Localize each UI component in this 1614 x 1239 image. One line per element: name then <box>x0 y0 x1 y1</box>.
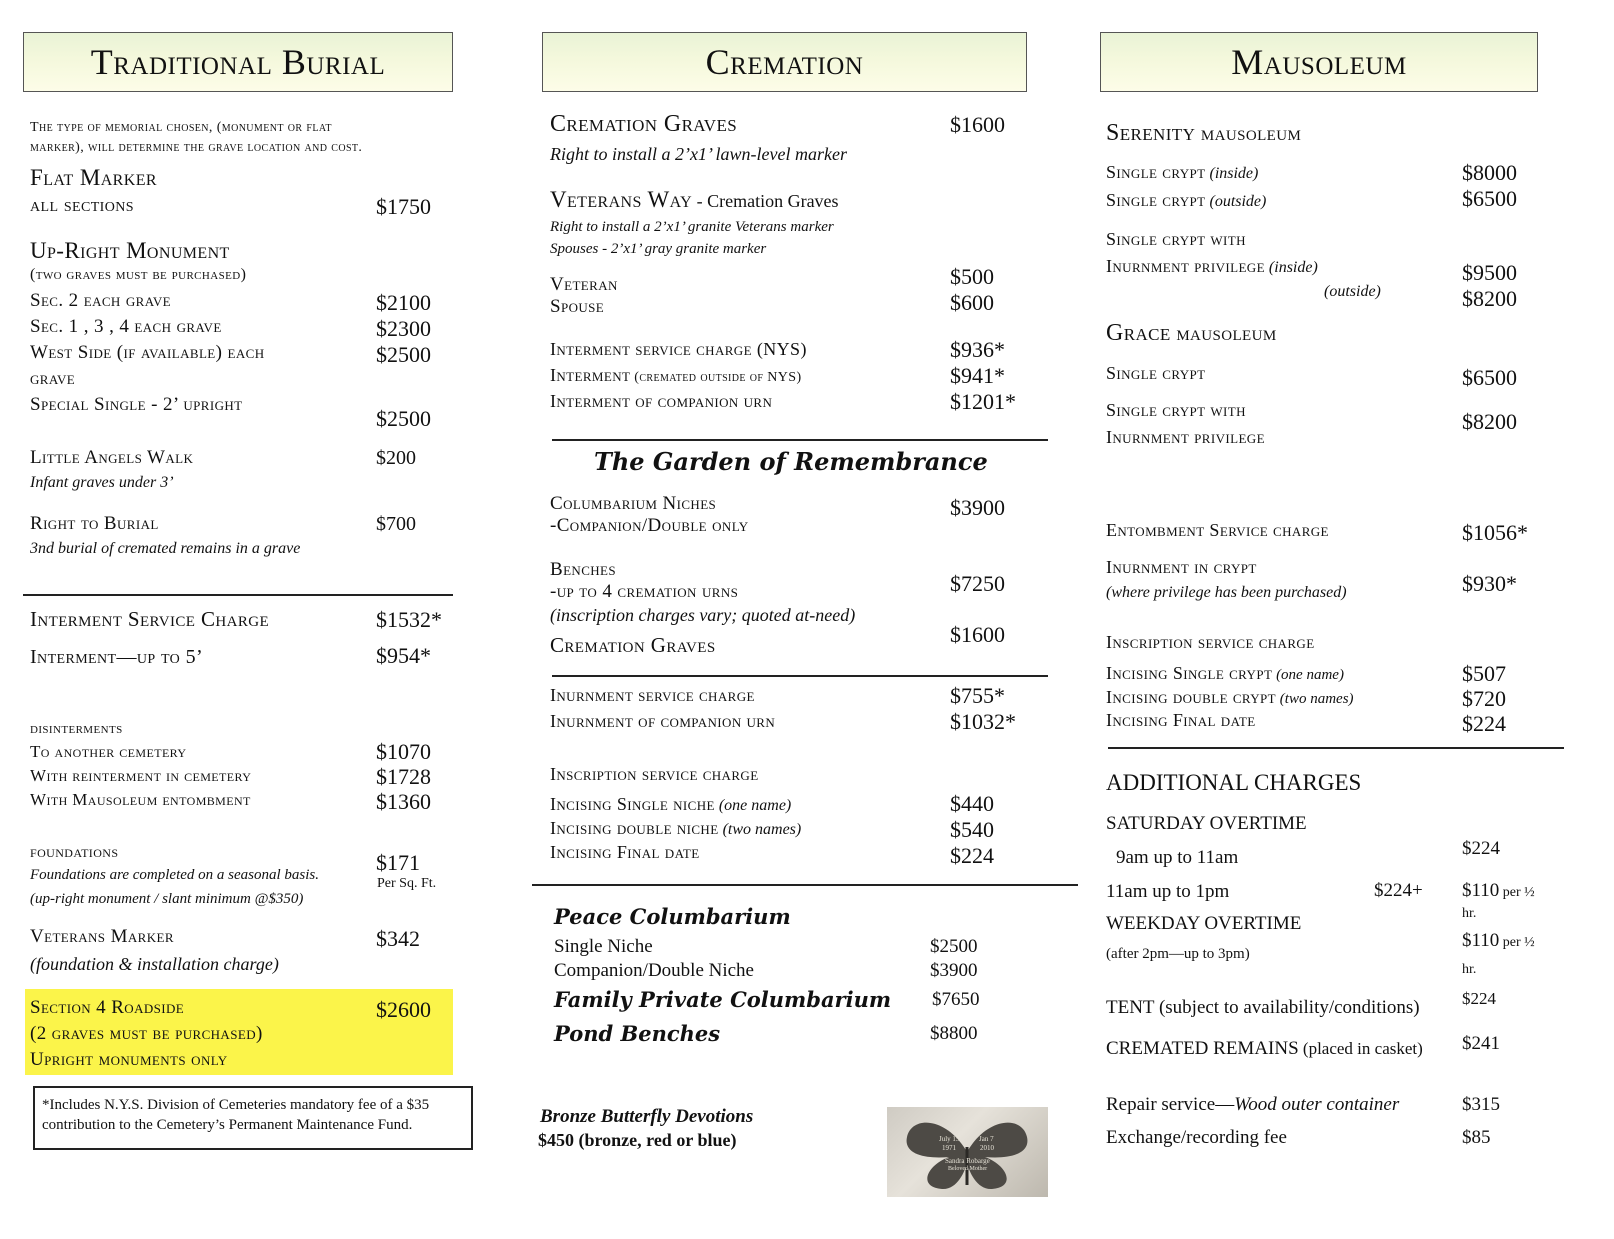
cremation-interment-service-price: $936* <box>950 337 1005 362</box>
repair-service-row <box>1106 1094 1399 1116</box>
foundations-note-1: Foundations are completed on a seasonal basis. <box>30 867 320 883</box>
incising-single-crypt <box>1106 663 1344 684</box>
saturday-9-11-price: $224 <box>1462 838 1500 859</box>
grace-crypt-with-label: Single crypt with <box>1106 400 1246 420</box>
incising-single-crypt-price: $507 <box>1462 661 1506 686</box>
cremated-remains-note: (placed in casket) <box>1298 1039 1423 1058</box>
traditional-burial-column <box>0 0 480 1239</box>
single-crypt-outside-note: (outside) <box>1205 193 1267 210</box>
pond-benches-price: $8800 <box>930 1023 978 1044</box>
cremated-remains-label: CREMATED REMAINS <box>1106 1038 1299 1059</box>
flat-marker-heading: Flat Marker <box>30 165 157 190</box>
right-to-burial-label: Right to Burial <box>30 513 159 534</box>
sec134-label: Sec. 1 , 3 , 4 each grave <box>30 316 222 337</box>
pond-benches-heading: Pond Benches <box>554 1021 721 1046</box>
plaque-name: Sandra Robarge <box>945 1157 990 1165</box>
cremated-remains-price: $241 <box>1462 1033 1500 1054</box>
benches-inscription-note: (inscription charges vary; quoted at-need) <box>550 605 856 625</box>
columbarium-niches-price: $3900 <box>950 495 1005 520</box>
double-niche-price: $3900 <box>930 960 978 981</box>
interment-companion-urn-price: $1201* <box>950 389 1016 414</box>
single-crypt-outside <box>1106 190 1266 211</box>
west-side-label-2: grave <box>30 368 76 389</box>
right-to-burial-note: 3nd burial of cremated remains in a grave <box>30 540 301 557</box>
grace-single-crypt-price: $6500 <box>1462 365 1517 390</box>
inurnment-privilege-inside-note: (inside) <box>1264 259 1318 276</box>
saturday-11-1-extra <box>1462 880 1535 902</box>
disinterment-mausoleum-price: $1360 <box>376 789 431 814</box>
incising-single-niche-note: (one name) <box>714 797 792 814</box>
serenity-heading <box>1106 120 1301 147</box>
single-crypt-outside-price: $6500 <box>1462 186 1517 211</box>
cremation-interment-service: Interment service charge (NYS) <box>550 339 807 359</box>
exchange-fee-price: $85 <box>1462 1127 1491 1148</box>
incising-double-crypt <box>1106 687 1354 708</box>
interment-companion-urn: Interment of companion urn <box>550 391 773 411</box>
roadside-note-2: Upright monuments only <box>30 1049 228 1070</box>
weekday-hr-unit: hr. <box>1462 962 1477 977</box>
family-columbarium-price: $7650 <box>932 989 980 1010</box>
incising-double-crypt-note: (two names) <box>1276 691 1354 707</box>
incising-final-date-price: $224 <box>950 843 994 868</box>
incising-single-niche-label: Incising Single niche <box>550 794 715 814</box>
veteran-label: Veteran <box>550 274 618 295</box>
spouse-label: Spouse <box>550 296 605 317</box>
inurnment-in-crypt-price: $930* <box>1462 571 1517 596</box>
saturday-overtime-heading: SATURDAY OVERTIME <box>1106 813 1307 834</box>
disinterment-other-cemetery-price: $1070 <box>376 739 431 764</box>
disinterment-reinterment-price: $1728 <box>376 764 431 789</box>
little-angels-note: Infant graves under 3’ <box>30 474 174 491</box>
weekday-overtime-note: (after 2pm—up to 3pm) <box>1106 946 1250 962</box>
footnote-line-2: contribution to the Cemetery’s Permanent Maintenance Fund. <box>42 1117 413 1133</box>
plaque-year-left: 1971 <box>942 1144 956 1152</box>
inurnment-privilege-inside-price: $9500 <box>1462 260 1517 285</box>
mausoleum-header <box>1100 32 1538 92</box>
inurnment-in-crypt-note: (where privilege has been purchased) <box>1106 584 1347 601</box>
incising-single-crypt-note: (one name) <box>1272 667 1344 683</box>
grace-title: Grace <box>1106 320 1171 346</box>
serenity-title: Serenity <box>1106 120 1196 146</box>
intro-line-1: The type of memorial chosen, (monument or flat <box>30 120 332 135</box>
west-side-price: $2500 <box>376 342 431 367</box>
interment-service-price: $1532* <box>376 607 442 632</box>
all-sections-label: all sections <box>30 194 134 216</box>
plaque-date-left: July 15 <box>939 1135 960 1143</box>
single-niche-price: $2500 <box>930 936 978 957</box>
weekday-overtime-charge <box>1462 930 1535 952</box>
benches-price: $7250 <box>950 571 1005 596</box>
incising-double-niche-note: (two names) <box>718 821 802 838</box>
incising-double-niche <box>550 818 801 839</box>
grace-single-crypt-label: Single crypt <box>1106 363 1206 383</box>
benches-note: -up to 4 cremation urns <box>550 581 739 602</box>
special-single-label: Special Single - 2’ upright <box>30 394 243 415</box>
cremation-header <box>542 32 1027 92</box>
peace-columbarium-heading: Peace Columbarium <box>554 904 791 929</box>
family-columbarium-heading: Family Private Columbarium <box>554 987 892 1012</box>
inurnment-privilege-label: Inurnment privilege <box>1106 256 1265 276</box>
tent-price: $224 <box>1462 989 1496 1008</box>
inurnment-service-price: $755* <box>950 683 1005 708</box>
cremated-remains-row <box>1106 1038 1423 1060</box>
interment-outside-nys <box>550 365 802 386</box>
cremation-graves-2-label: Cremation Graves <box>550 633 716 657</box>
saturday-11-1-extra-unit: per ½ <box>1499 885 1535 900</box>
foundations-price: $171 <box>376 850 420 875</box>
foundations-note-2: (up-right monument / slant minimum @$350) <box>30 891 304 907</box>
entombment-service-price: $1056* <box>1462 520 1528 545</box>
upright-note: (two graves must be purchased) <box>30 266 247 283</box>
cremation-graves-price: $1600 <box>950 112 1005 137</box>
columbarium-niches-note: -Companion/Double only <box>550 515 749 536</box>
mausoleum-incising-final-date: Incising Final date <box>1106 710 1256 730</box>
entombment-service-label: Entombment Service charge <box>1106 520 1329 540</box>
little-angels-price: $200 <box>376 447 416 469</box>
grace-sub: mausoleum <box>1170 321 1277 345</box>
divider <box>23 594 453 596</box>
benches-label: Benches <box>550 559 617 580</box>
upright-monument-heading: Up-Right Monument <box>30 238 230 263</box>
traditional-burial-header <box>23 32 453 92</box>
foundations-heading: foundations <box>30 842 119 861</box>
cremation-graves-note: Right to install a 2’x1’ lawn-level marker <box>550 144 847 164</box>
weekday-overtime-heading: WEEKDAY OVERTIME <box>1106 913 1302 934</box>
interment-outside-price: $941* <box>950 363 1005 388</box>
grace-crypt-with-price: $8200 <box>1462 409 1517 434</box>
veterans-marker-label: Veterans Marker <box>30 926 174 947</box>
west-side-label: West Side (if available) each <box>30 342 265 363</box>
inurnment-service-label: Inurnment service charge <box>550 685 755 705</box>
disinterment-mausoleum: With Mausoleum entombment <box>30 790 251 809</box>
disinterments-heading: disinterments <box>30 720 123 737</box>
cremation-column <box>530 0 1080 1239</box>
saturday-11-1-extra-price: $110 <box>1462 880 1500 901</box>
exchange-fee-label: Exchange/recording fee <box>1106 1127 1287 1148</box>
interment-5ft-label: Interment—up to 5’ <box>30 646 204 668</box>
cremation-graves-2-price: $1600 <box>950 622 1005 647</box>
special-single-price: $2500 <box>376 406 431 431</box>
divider <box>552 675 1048 677</box>
right-to-burial-price: $700 <box>376 513 416 535</box>
incising-single-niche <box>550 794 791 815</box>
roadside-label: Section 4 Roadside <box>30 997 185 1018</box>
footnote-line-1: *Includes N.Y.S. Division of Cemeteries mandatory fee of a $35 <box>42 1097 430 1113</box>
incising-double-niche-price: $540 <box>950 817 994 842</box>
veterans-way-title: Veterans Way <box>550 187 693 212</box>
roadside-price: $2600 <box>376 997 431 1022</box>
mausoleum-inscription-service: Inscription service charge <box>1106 632 1315 652</box>
double-niche-label: Companion/Double Niche <box>554 960 754 981</box>
mausoleum-title: Mausoleum <box>1231 42 1407 82</box>
interment-5ft-price: $954* <box>376 643 431 668</box>
butterfly-plaque-icon <box>887 1107 1048 1197</box>
roadside-note: (2 graves must be purchased) <box>30 1023 263 1044</box>
single-niche-label: Single Niche <box>554 936 653 957</box>
incising-single-crypt-label: Incising Single crypt <box>1106 663 1273 683</box>
cremation-inscription-service: Inscription service charge <box>550 764 759 784</box>
repair-service-note: Wood outer container <box>1234 1094 1400 1115</box>
mausoleum-column <box>1090 0 1614 1239</box>
weekday-overtime-unit: per ½ <box>1499 935 1535 950</box>
single-crypt-inside-price: $8000 <box>1462 160 1517 185</box>
cremation-graves-heading: Cremation Graves <box>550 111 738 137</box>
single-crypt-with-label: Single crypt with <box>1106 229 1246 249</box>
repair-service-label: Repair service— <box>1106 1094 1235 1115</box>
interment-service-label: Interment Service Charge <box>30 607 270 631</box>
columbarium-niches-label: Columbarium Niches <box>550 493 717 514</box>
inurnment-companion-urn: Inurnment of companion urn <box>550 711 776 731</box>
saturday-hr-unit: hr. <box>1462 906 1477 921</box>
incising-single-niche-price: $440 <box>950 791 994 816</box>
disinterment-reinterment: With reinterment in cemetery <box>30 766 252 785</box>
divider <box>1108 747 1564 749</box>
plaque-date-right: Jan 7 <box>979 1135 994 1143</box>
spouse-price: $600 <box>950 290 994 315</box>
divider <box>552 439 1048 441</box>
inurnment-in-crypt-label: Inurnment in crypt <box>1106 557 1257 577</box>
butterfly-price: $450 (bronze, red or blue) <box>538 1130 737 1150</box>
interment-outside-note: (cremated outside of NYS) <box>630 370 802 385</box>
all-sections-price: $1750 <box>376 194 431 219</box>
incising-double-niche-label: Incising double niche <box>550 818 719 838</box>
traditional-burial-title: Traditional Burial <box>90 42 386 82</box>
mausoleum-incising-final-date-price: $224 <box>1462 711 1506 736</box>
single-crypt-outside-label: Single crypt <box>1106 190 1206 210</box>
veterans-marker-note: (foundation & installation charge) <box>30 954 279 974</box>
saturday-11-1-base-price: $224+ <box>1374 880 1423 901</box>
serenity-sub: mausoleum <box>1195 121 1302 145</box>
incising-double-crypt-price: $720 <box>1462 686 1506 711</box>
divider <box>532 884 1078 886</box>
foundations-unit: Per Sq. Ft. <box>377 876 437 891</box>
veterans-way-note-1: Right to install a 2’x1’ granite Veterans marker <box>550 219 834 235</box>
repair-service-price: $315 <box>1462 1094 1500 1115</box>
inurnment-privilege-outside-note: (outside) <box>1324 283 1381 300</box>
butterfly-heading: Bronze Butterfly Devotions <box>540 1106 754 1127</box>
inurnment-privilege-row <box>1106 256 1318 277</box>
veterans-way-note-2: Spouses - 2’x1’ gray granite marker <box>550 241 767 257</box>
disinterment-other-cemetery: To another cemetery <box>30 742 187 761</box>
veterans-way-heading <box>550 187 839 213</box>
little-angels-label: Little Angels Walk <box>30 447 194 468</box>
plaque-year-right: 2010 <box>980 1144 994 1152</box>
single-crypt-inside <box>1106 162 1258 183</box>
grace-inurnment-privilege-label: Inurnment privilege <box>1106 427 1265 447</box>
tent-label: TENT (subject to availability/conditions) <box>1106 997 1420 1018</box>
weekday-overtime-price: $110 <box>1462 930 1500 951</box>
sec134-price: $2300 <box>376 316 431 341</box>
saturday-9-11-label: 9am up to 11am <box>1116 847 1239 868</box>
intro-line-2: marker), will determine the grave location and cost. <box>30 140 363 155</box>
sec2-label: Sec. 2 each grave <box>30 290 171 311</box>
incising-double-crypt-label: Incising double crypt <box>1106 687 1277 707</box>
additional-charges-heading: ADDITIONAL CHARGES <box>1106 770 1362 795</box>
saturday-11-1-label: 11am up to 1pm <box>1106 881 1230 902</box>
veterans-way-sub: - Cremation Graves <box>692 191 839 211</box>
veteran-price: $500 <box>950 264 994 289</box>
garden-of-remembrance-heading: The Garden of Remembrance <box>594 447 988 476</box>
single-crypt-inside-note: (inside) <box>1205 165 1259 182</box>
inurnment-companion-urn-price: $1032* <box>950 709 1016 734</box>
incising-final-date: Incising Final date <box>550 842 700 862</box>
sec2-price: $2100 <box>376 290 431 315</box>
grace-heading <box>1106 320 1277 347</box>
inurnment-privilege-outside-price: $8200 <box>1462 286 1517 311</box>
butterfly-plaque-photo <box>887 1107 1048 1197</box>
interment-outside-label: Interment <box>550 365 631 385</box>
single-crypt-inside-label: Single crypt <box>1106 162 1206 182</box>
veterans-marker-price: $342 <box>376 926 420 951</box>
plaque-subtitle: Beloved Mother <box>948 1166 988 1172</box>
cremation-title: Cremation <box>705 42 864 82</box>
